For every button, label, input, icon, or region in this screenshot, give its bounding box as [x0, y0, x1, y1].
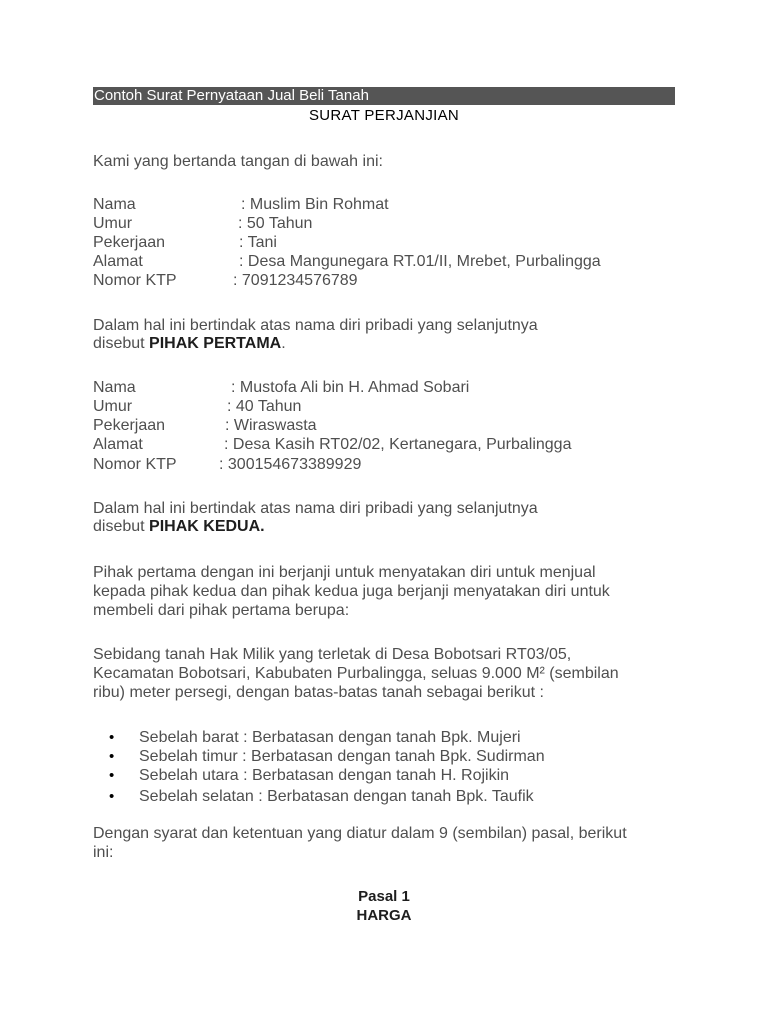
party-one-label-job: Pekerjaan — [93, 234, 166, 251]
bullet-icon: • — [109, 788, 115, 805]
party-one-value-name: : Muslim Bin Rohmat — [241, 196, 389, 213]
statement-prefix: disebut — [93, 518, 150, 535]
bullet-icon: • — [109, 729, 115, 746]
party-two-label-age: Umur — [93, 398, 133, 415]
banner-text: Contoh Surat Pernyataan Jual Beli Tanah — [94, 87, 369, 104]
list-item: Sebelah timur : Berbatasan dengan tanah Bpk. Sudirman — [139, 748, 545, 765]
party-one-value-job: : Tani — [239, 234, 277, 251]
party-one-statement-line2 — [93, 334, 286, 353]
party-one-label-ktp: Nomor KTP — [93, 272, 177, 289]
party-two-value-name: : Mustofa Ali bin H. Ahmad Sobari — [231, 379, 470, 396]
party-one-designation: PIHAK PERTAMA — [149, 335, 282, 352]
terms-line: Dengan syarat dan ketentuan yang diatur dalam 9 (sembilan) pasal, berikut — [93, 825, 627, 842]
land-line: Sebidang tanah Hak Milik yang terletak di Desa Bobotsari RT03/05, — [93, 646, 572, 663]
party-one-label-age: Umur — [93, 215, 133, 232]
party-two-value-address: : Desa Kasih RT02/02, Kertanegara, Purbalingga — [224, 436, 572, 453]
party-two-label-address: Alamat — [93, 436, 143, 453]
list-item: Sebelah barat : Berbatasan dengan tanah Bpk. Mujeri — [139, 729, 521, 746]
party-two-value-ktp: : 300154673389929 — [219, 456, 362, 473]
list-item: Sebelah selatan : Berbatasan dengan tanah Bpk. Taufik — [139, 788, 534, 805]
agreement-line: kepada pihak kedua dan pihak kedua juga berjanji menyatakan diri untuk — [93, 583, 610, 600]
party-one-statement-line1: Dalam hal ini bertindak atas nama diri pribadi yang selanjutnya — [93, 317, 538, 334]
statement-suffix: . — [281, 335, 286, 352]
document-title: SURAT PERJANJIAN — [308, 107, 460, 124]
terms-line: ini: — [93, 844, 114, 861]
party-two-designation: PIHAK KEDUA. — [149, 518, 265, 535]
party-two-statement-line1: Dalam hal ini bertindak atas nama diri pribadi yang selanjutnya — [93, 500, 538, 517]
party-one-value-ktp: : 7091234576789 — [233, 272, 358, 289]
bullet-icon: • — [109, 748, 115, 765]
agreement-line: Pihak pertama dengan ini berjanji untuk menyatakan diri untuk menjual — [93, 564, 596, 581]
party-one-value-age: : 50 Tahun — [238, 215, 313, 232]
statement-prefix: disebut — [93, 335, 150, 352]
bullet-icon: • — [109, 767, 115, 784]
party-two-value-age: : 40 Tahun — [227, 398, 302, 415]
party-two-value-job: : Wiraswasta — [225, 417, 317, 434]
party-one-label-address: Alamat — [93, 253, 143, 270]
party-one-value-address: : Desa Mangunegara RT.01/II, Mrebet, Purbalingga — [239, 253, 601, 270]
party-two-label-name: Nama — [93, 379, 136, 396]
list-item: Sebelah utara : Berbatasan dengan tanah H. Rojikin — [139, 767, 510, 784]
pasal-number: Pasal 1 — [358, 888, 410, 905]
party-two-statement-line2 — [93, 517, 265, 536]
party-two-label-job: Pekerjaan — [93, 417, 166, 434]
agreement-line: membeli dari pihak pertama berupa: — [93, 602, 350, 619]
party-one-label-name: Nama — [93, 196, 136, 213]
land-line: ribu) meter persegi, dengan batas-batas tanah sebagai berikut : — [93, 684, 544, 701]
document-banner — [93, 87, 675, 105]
intro-text: Kami yang bertanda tangan di bawah ini: — [93, 153, 383, 170]
pasal-heading: HARGA — [356, 907, 412, 924]
party-two-label-ktp: Nomor KTP — [93, 456, 177, 473]
land-line: Kecamatan Bobotsari, Kabubaten Purbalingga, seluas 9.000 M² (sembilan — [93, 665, 619, 682]
